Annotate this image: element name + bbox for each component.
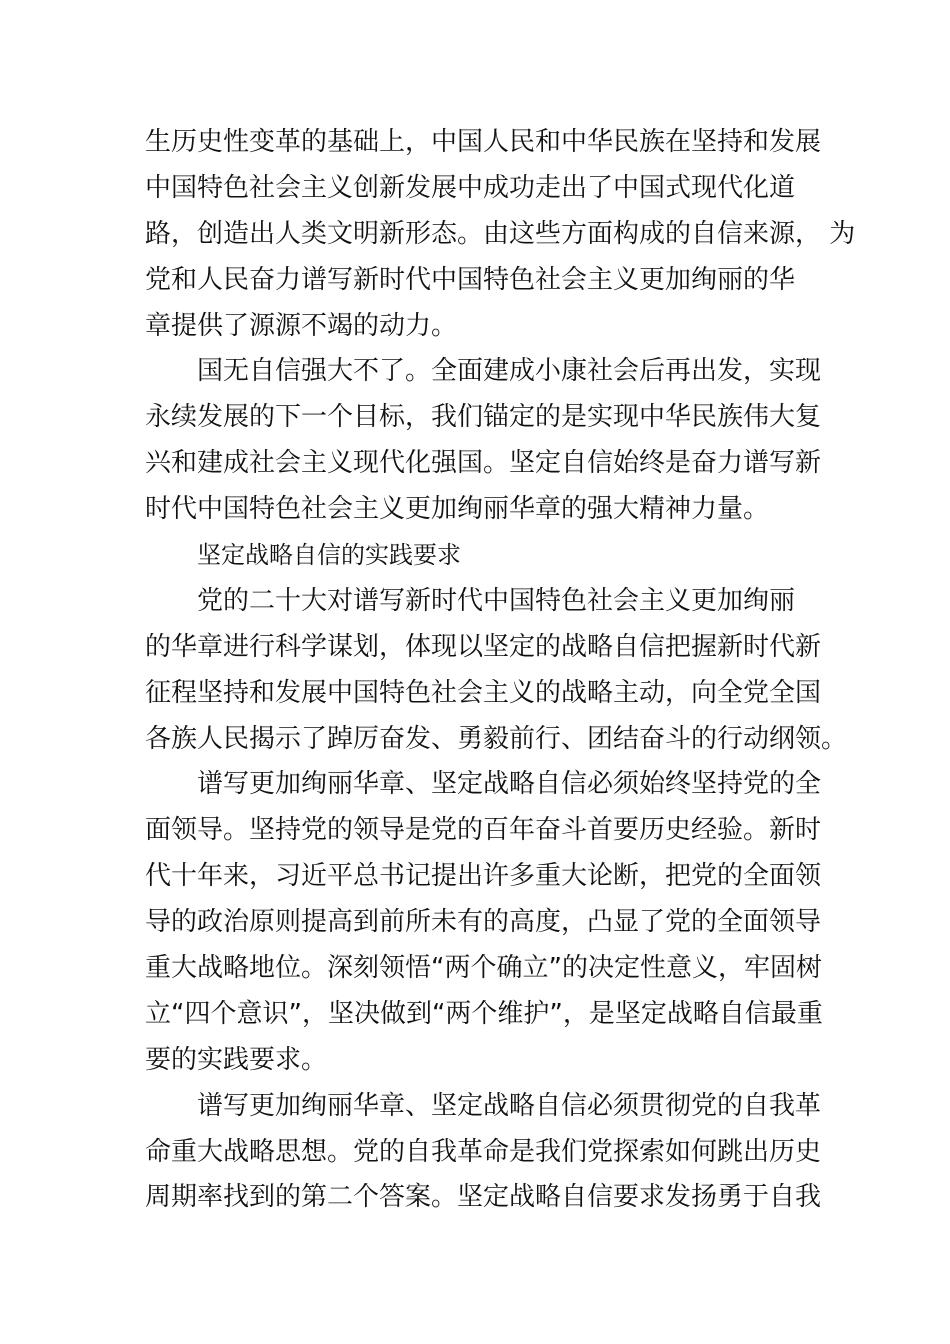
paragraph-first-line: 党的二十大对谱写新时代中国特色社会主义更加绚丽 xyxy=(197,585,796,616)
text-line: 路，创造出人类文明新形态。由这些方面构成的自信来源， 为 xyxy=(145,218,856,249)
paragraph-first-line: 谱写更加绚丽华章、坚定战略自信必须始终坚持党的全 xyxy=(197,769,822,800)
text-line: 时代中国特色社会主义更加绚丽华章的强大精神力量。 xyxy=(145,494,770,525)
section-heading: 坚定战略自信的实践要求 xyxy=(197,541,461,570)
text-line: 生历史性变革的基础上，中国人民和中华民族在坚持和发展 xyxy=(145,127,822,157)
text-line: 面领导。坚持党的领导是党的百年奋斗首要历史经验。新时 xyxy=(145,815,822,846)
text-line: 兴和建成社会主义现代化强国。坚定自信始终是奋力谱写新 xyxy=(145,448,822,479)
text-line: 征程坚持和发展中国特色社会主义的战略主动，向全党全国 xyxy=(145,677,822,708)
paragraph-first-line: 谱写更加绚丽华章、坚定战略自信必须贯彻党的自我革 xyxy=(197,1090,822,1121)
text-line: 各族人民揭示了踔厉奋发、勇毅前行、团结奋斗的行动纲领。 xyxy=(145,723,848,754)
text-line: 要的实践要求。 xyxy=(145,1044,328,1075)
text-line: 重大战略地位。深刻领悟“两个确立”的决定性意义，牢固树 xyxy=(145,953,822,984)
paragraph-first-line: 国无自信强大不了。全面建成小康社会后再出发，实现 xyxy=(197,356,822,387)
text-line: 周期率找到的第二个答案。坚定战略自信要求发扬勇于自我 xyxy=(145,1182,822,1213)
text-line: 的华章进行科学谋划，体现以坚定的战略自信把握新时代新 xyxy=(145,631,822,662)
text-line: 党和人民奋力谱写新时代中国特色社会主义更加绚丽的华 xyxy=(145,264,796,295)
text-line: 中国特色社会主义创新发展中成功走出了中国式现代化道 xyxy=(145,172,796,203)
text-line: 立“四个意识”，坚决做到“两个维护”，是坚定战略自信最重 xyxy=(145,998,823,1029)
text-line: 章提供了源源不竭的动力。 xyxy=(145,310,458,341)
text-line: 命重大战略思想。党的自我革命是我们党探索如何跳出历史 xyxy=(145,1136,822,1167)
text-line: 代十年来，习近平总书记提出许多重大论断，把党的全面领 xyxy=(145,861,822,892)
article-body xyxy=(145,120,856,1221)
text-line: 永续发展的下一个目标，我们锚定的是实现中华民族伟大复 xyxy=(145,402,822,433)
text-line: 导的政治原则提高到前所未有的高度，凸显了党的全面领导 xyxy=(145,907,822,938)
